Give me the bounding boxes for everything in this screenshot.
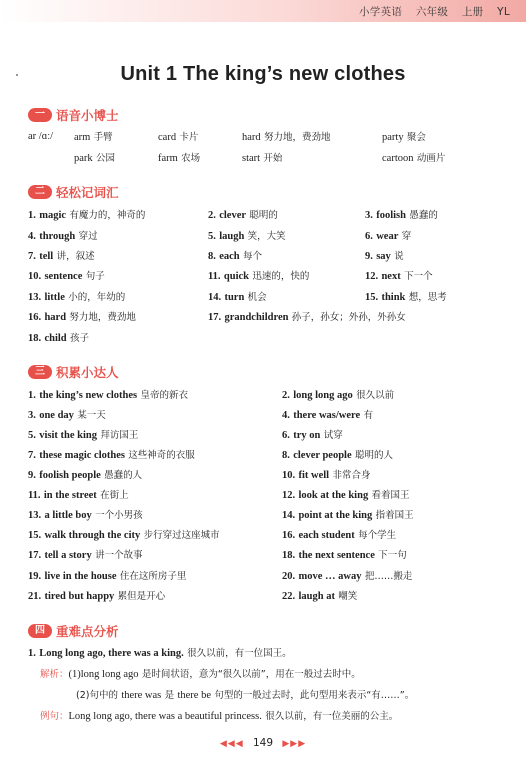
vocab-item: 14. turn 机会 — [208, 292, 267, 303]
analysis-explain-2: (2)句中的 there was 是 there be 句型的一般过去时，此句型用来表示“有……”。 — [76, 690, 415, 701]
vocab-item: 18. child 孩子 — [28, 333, 90, 344]
phrase-item: 10. fit well 非常合身 — [282, 470, 371, 481]
header-info — [349, 4, 510, 19]
phonics-word: party 聚会 — [382, 132, 426, 143]
page-number: 149 — [252, 737, 274, 749]
section-title: 轻松记词汇 — [56, 185, 119, 200]
phrase-item: 15. walk through the city 步行穿过这座城市 — [28, 530, 220, 541]
phrase-item: 14. point at the king 指着国王 — [282, 510, 414, 521]
phonics-word: cartoon 动画片 — [382, 153, 446, 164]
section-vocab-heading — [28, 183, 119, 201]
vocab-item: 5. laugh 笑，大笑 — [208, 231, 286, 242]
header-volume: 上册 — [461, 6, 484, 18]
page-footer — [0, 737, 526, 749]
analysis-sentence: 1. Long long ago, there was a king. 很久以前，有一位国王。 — [28, 648, 292, 659]
phonics-word: card 卡片 — [158, 132, 199, 143]
phrase-item: 7. these magic clothes 这些神奇的衣服 — [28, 450, 195, 461]
section-badge: 四 — [28, 624, 52, 638]
section-title: 语音小博士 — [56, 108, 119, 123]
section-analysis-heading — [28, 622, 119, 640]
section-phrases-heading — [28, 363, 119, 381]
phrase-item: 8. clever people 聪明的人 — [282, 450, 393, 461]
vocab-item: 16. hard 努力地，费劲地 — [28, 312, 136, 323]
prev-page-arrows: ◀◀◀ — [219, 739, 244, 749]
header-subject: 小学英语 — [358, 6, 403, 18]
vocab-item: 9. say 说 — [365, 251, 404, 262]
vocab-item: 7. tell 讲，叙述 — [28, 251, 95, 262]
phrase-item: 17. tell a story 讲一个故事 — [28, 550, 143, 561]
phrase-item: 9. foolish people 愚蠢的人 — [28, 470, 143, 481]
phrase-item: 3. one day 某一天 — [28, 410, 106, 421]
phrase-item: 4. there was/were 有 — [282, 410, 374, 421]
phrase-item: 2. long long ago 很久以前 — [282, 390, 395, 401]
vocab-item: 2. clever 聪明的 — [208, 210, 278, 221]
vocab-item: 4. through 穿过 — [28, 231, 98, 242]
phrase-item: 18. the next sentence 下一句 — [282, 550, 407, 561]
phonics-word: hard 努力地，费劲地 — [242, 132, 331, 143]
phrase-item: 12. look at the king 看着国王 — [282, 490, 410, 501]
vocab-item: 1. magic 有魔力的，神奇的 — [28, 210, 146, 221]
section-title: 重难点分析 — [56, 624, 119, 639]
phrase-item: 5. visit the king 拜访国王 — [28, 430, 139, 441]
phonics-word: farm 农场 — [158, 153, 201, 164]
vocab-item: 17. grandchildren 孙子，孙女；外孙，外孙女 — [208, 312, 406, 323]
phrase-item: 13. a little boy 一个小男孩 — [28, 510, 143, 521]
phrase-item: 6. try on 试穿 — [282, 430, 343, 441]
section-badge: 二 — [28, 185, 52, 199]
section-badge: 一 — [28, 108, 52, 122]
next-page-arrows: ▶▶▶ — [282, 739, 307, 749]
phrase-item: 16. each student 每个学生 — [282, 530, 397, 541]
phrase-item: 22. laugh at 嘲笑 — [282, 591, 358, 602]
vocab-item: 10. sentence 句子 — [28, 271, 105, 282]
phonics-word: arm 手臂 — [74, 132, 113, 143]
analysis-explain-1: 解析：(1)long long ago 是时间状语，意为“很久以前”，用在一般过去时中。 — [40, 669, 361, 680]
phonics-word: start 开始 — [242, 153, 283, 164]
phonics-word: park 公园 — [74, 153, 116, 164]
phonics-sound: ar /ɑː/ — [28, 131, 54, 142]
vocab-item: 12. next 下一个 — [365, 271, 433, 282]
header-grade: 六年级 — [415, 6, 449, 18]
vocab-item: 8. each 每个 — [208, 251, 262, 262]
vocab-item: 15. think 想，思考 — [365, 292, 447, 303]
vocab-item: 11. quick 迅速的，快的 — [208, 271, 310, 282]
unit-title: Unit 1 The king’s new clothes — [120, 63, 406, 85]
vocab-item: 6. wear 穿 — [365, 231, 412, 242]
section-phonics-heading — [28, 106, 119, 124]
section-badge: 三 — [28, 365, 52, 379]
phrase-item: 11. in the street 在街上 — [28, 490, 129, 501]
vocab-item: 13. little 小的，年幼的 — [28, 292, 126, 303]
phrase-item: 19. live in the house 住在这所房子里 — [28, 571, 187, 582]
section-title: 积累小达人 — [56, 365, 119, 380]
phrase-item: 1. the king’s new clothes 皇帝的新衣 — [28, 390, 188, 401]
header-edition: YL — [497, 6, 510, 18]
analysis-example: 例句：Long long ago, there was a beautiful princess. 很久以前，有一位美丽的公主。 — [40, 711, 399, 722]
phrase-item: 20. move … away 把……搬走 — [282, 571, 413, 582]
vocab-item: 3. foolish 愚蠢的 — [365, 210, 438, 221]
phrase-item: 21. tired but happy 累但是开心 — [28, 591, 166, 602]
